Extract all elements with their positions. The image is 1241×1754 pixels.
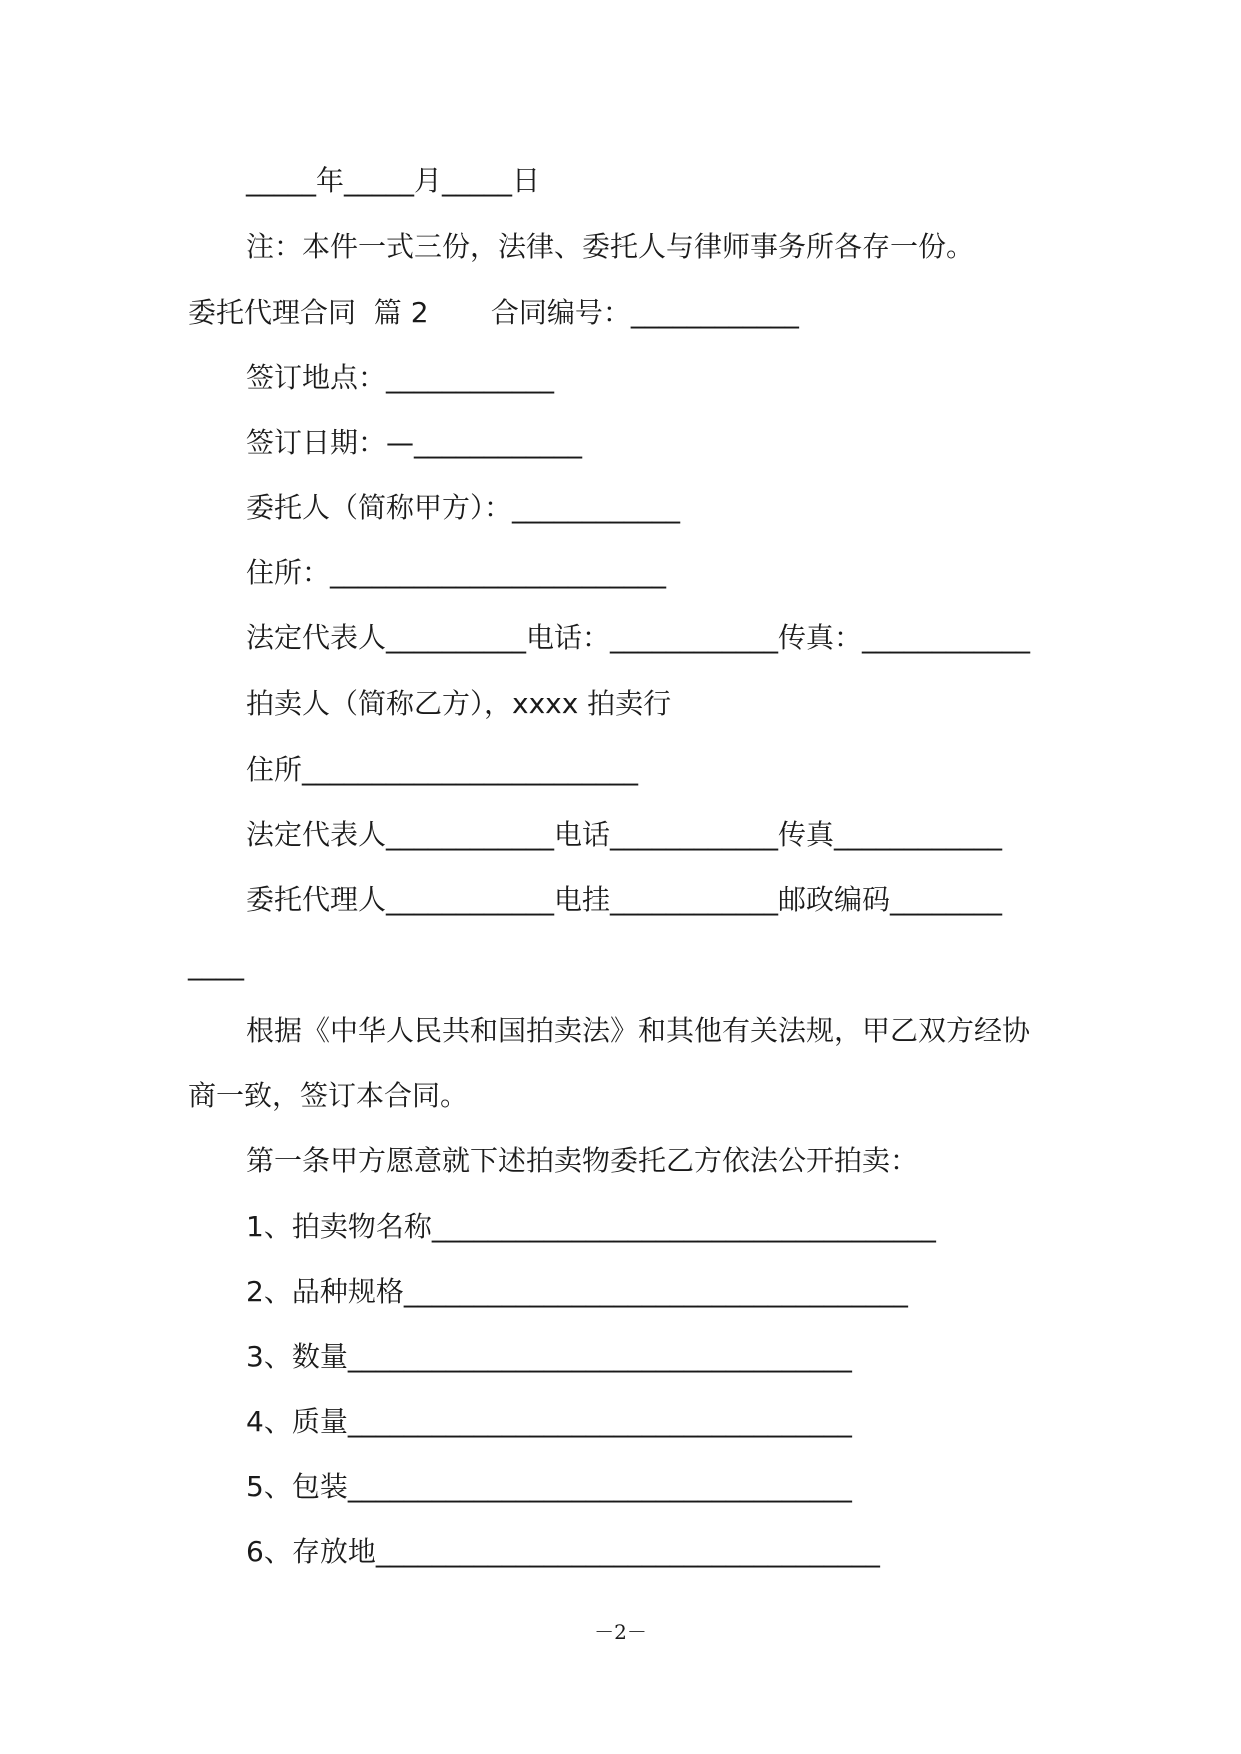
client-line: 委托人（简称甲方）：____________: [246, 491, 681, 524]
paragraph-line-2: 商一致，签订本合同。: [188, 1079, 469, 1112]
paragraph-line-1: 根据《中华人民共和国拍卖法》和其他有关法规，甲乙双方经协: [246, 1014, 1031, 1047]
item-spec-line: 2、品种规格____________________________________: [246, 1275, 908, 1308]
date-line: _____年_____月_____日: [246, 164, 541, 197]
auctioneer-address-line: 住所________________________: [246, 753, 639, 786]
contract-title-line: 委托代理合同 篇 2 合同编号：____________: [188, 296, 799, 329]
page-number: －2－: [594, 1620, 647, 1644]
client-rep-line: 法定代表人__________电话：____________传真：____________: [246, 621, 1031, 654]
article-one-line: 第一条甲方愿意就下述拍卖物委托乙方依法公开拍卖：: [246, 1144, 919, 1177]
client-address-line: 住所：________________________: [246, 556, 667, 589]
auctioneer-line: 拍卖人（简称乙方），xxxx 拍卖行: [246, 687, 672, 720]
item-packaging-line: 5、包装____________________________________: [246, 1470, 852, 1503]
agent-line-continued: ____: [188, 948, 244, 981]
item-quality-line: 4、质量____________________________________: [246, 1405, 852, 1438]
agent-line: 委托代理人____________电挂____________邮政编码________: [246, 883, 1003, 916]
sign-place-line: 签订地点：____________: [246, 361, 555, 394]
item-storage-line: 6、存放地____________________________________: [246, 1535, 880, 1568]
sign-date-line: 签订日期：—____________: [246, 426, 583, 459]
auctioneer-rep-line: 法定代表人____________电话____________传真____________: [246, 818, 1003, 851]
item-quantity-line: 3、数量____________________________________: [246, 1340, 852, 1373]
item-name-line: 1、拍卖物名称____________________________________: [246, 1210, 936, 1243]
note-line: 注：本件一式三份，法律、委托人与律师事务所各存一份。: [246, 230, 975, 263]
